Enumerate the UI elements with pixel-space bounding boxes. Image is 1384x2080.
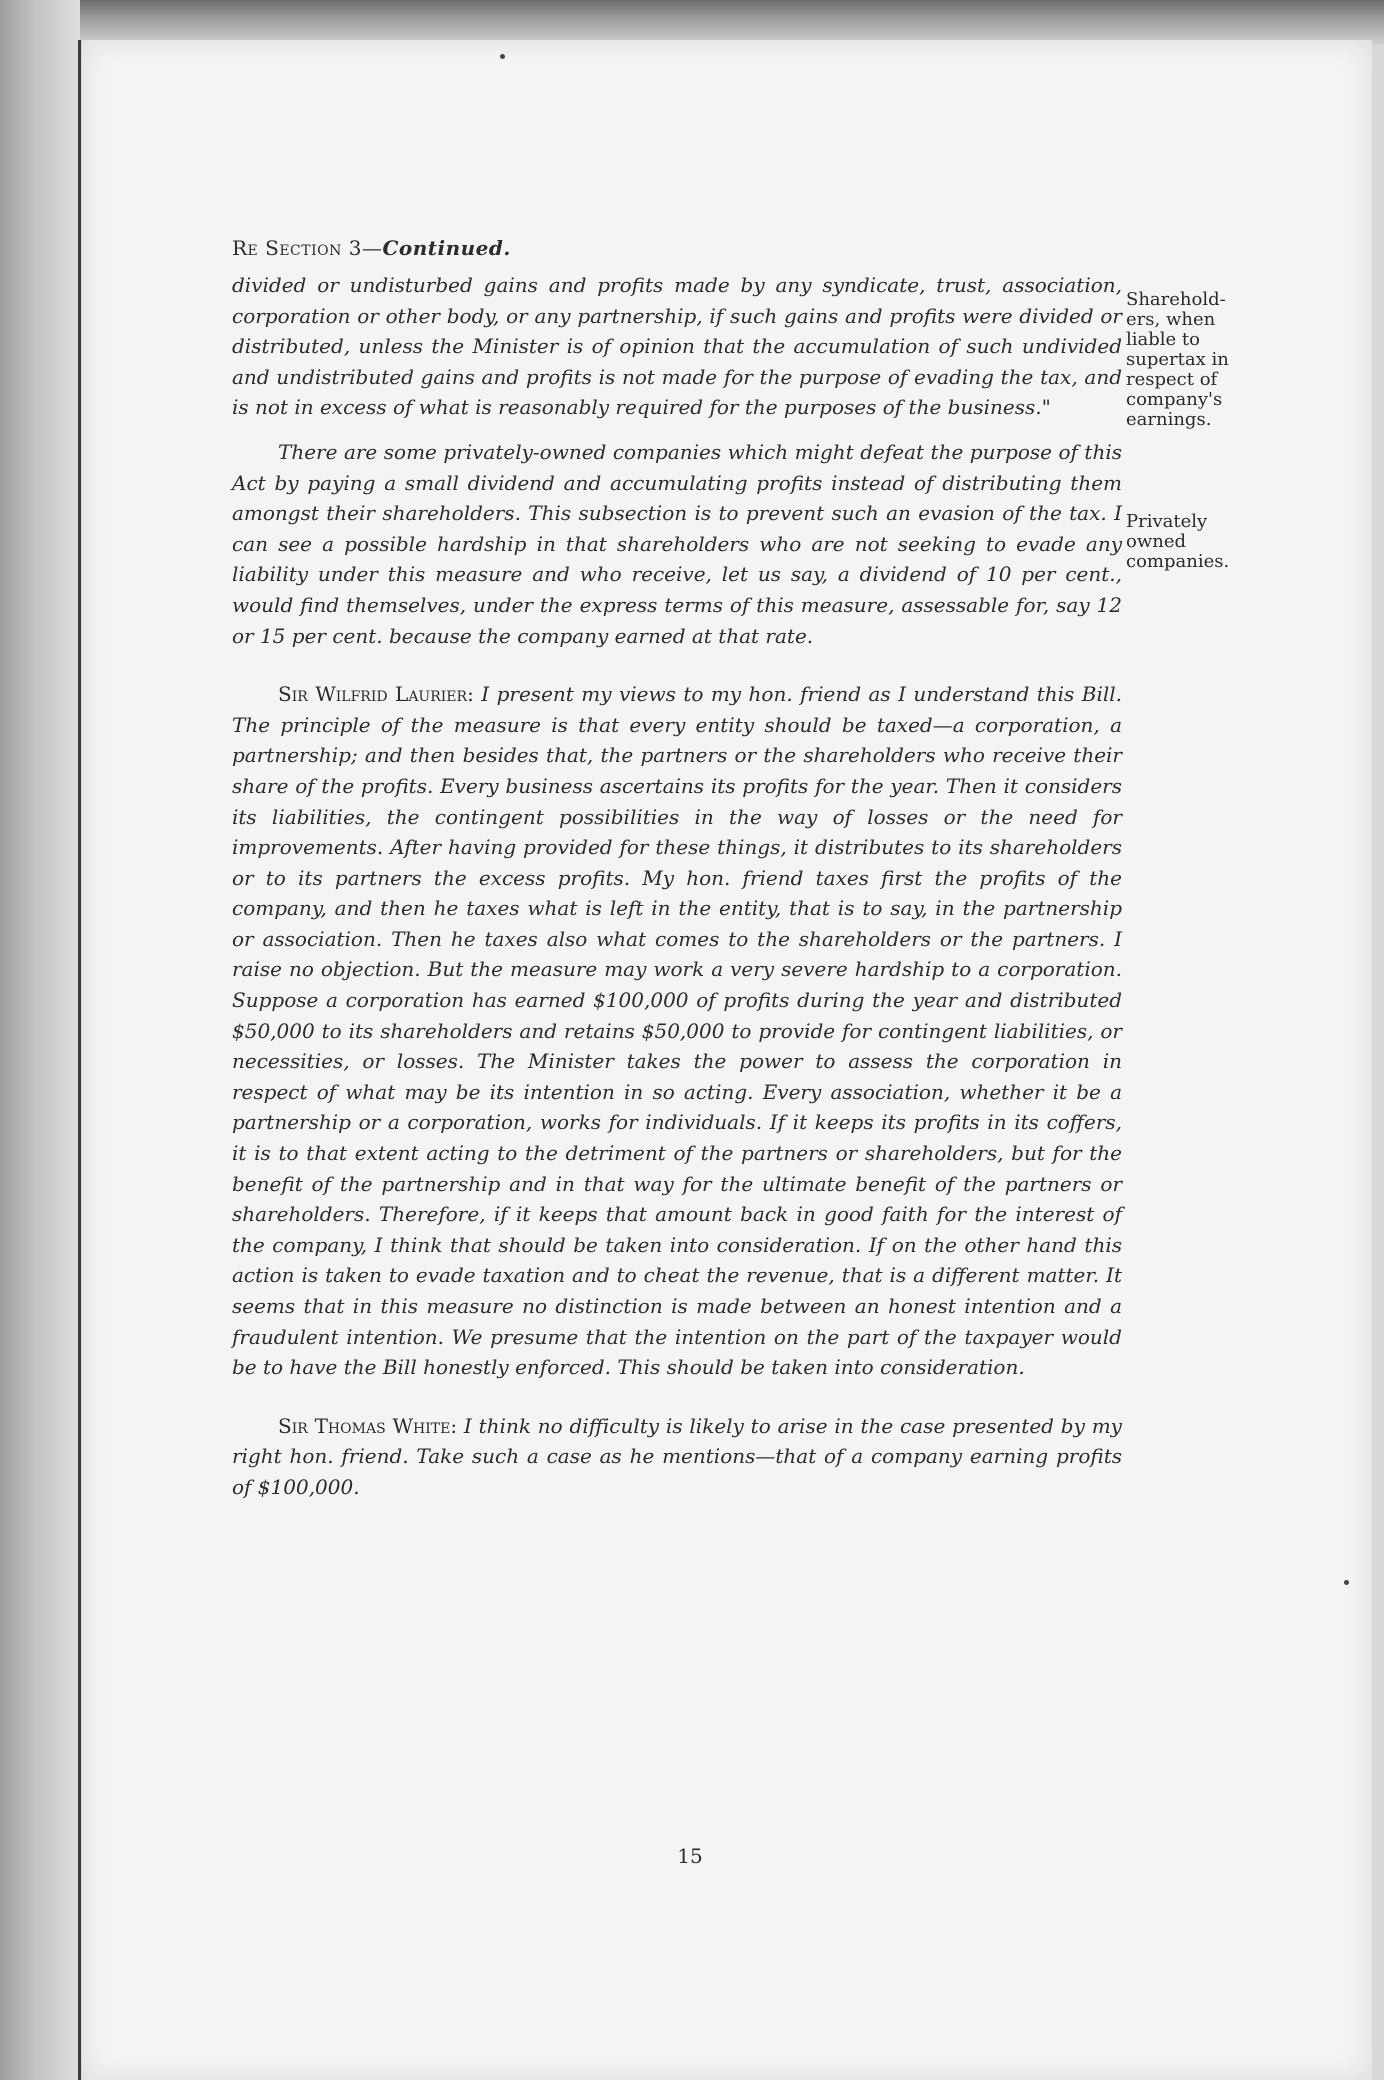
speaker-laurier: Sir Wilfrid Laurier:: [278, 682, 474, 707]
paragraph-white: [232, 1411, 1122, 1503]
speck-mark: [500, 54, 505, 59]
margin-note-shareholders: [1126, 290, 1276, 430]
speck-mark: [1344, 1580, 1349, 1585]
paragraph-laurier: [232, 679, 1122, 1383]
margin-note-privately-owned: [1126, 512, 1276, 572]
margin-note-line: Privately: [1126, 511, 1208, 532]
margin-note-line: owned: [1126, 531, 1187, 552]
running-head-section: Section 3: [265, 236, 362, 260]
page-number: 15: [677, 1844, 703, 1868]
paragraph-quote-continued: divided or undisturbed gains and profits made by any syndicate, trust, association, corporation or other body, or any partnership, if such gains and profits were divided or distributed, unless the Minister is of opinion that the accumulation of such undivided and undistributed gains and profits is not made for the purpose of evading the tax, and is not in excess of what is reasonably required for the purposes of the business.": [232, 273, 1122, 420]
margin-note-line: respect of: [1126, 369, 1218, 390]
margin-note-line: supertax in: [1126, 349, 1229, 370]
paragraph-privately-owned: There are some privately-owned companies which might defeat the purpose of this Act by paying a small dividend and accumulating profits instead of distributing them amongst their shareholders. This subsection is to prevent such an evasion of the tax. I can see a possible hardship in that shareholders who are not seeking to evade any liability under this measure and who receive, let us say, a dividend of 10 per cent., would find themselves, under the express terms of this measure, assessable for, say 12 or 15 per cent. because the company earned at that rate.: [232, 439, 1122, 648]
white-remarks: I think no difficulty is likely to arise in the case presented by my right hon. friend. Take such a case as he mentions—that of a company earning profits of $100,000.: [232, 1413, 1122, 1499]
margin-note-line: companies.: [1126, 551, 1230, 572]
margin-note-line: Sharehold-: [1126, 289, 1226, 310]
page-body: [232, 234, 1122, 1503]
running-head-separator: —: [361, 236, 383, 260]
running-head-prefix: Re: [232, 236, 259, 260]
running-head-continued: Continued.: [382, 236, 511, 260]
scan-border-left: [0, 0, 80, 2080]
laurier-remarks: I present my views to my hon. friend as I understand this Bill. The principle of the measure is that every entity should be taxed—a corporation, a partnership; and then besides that, the partners or the shareholders who receive their share of the profits. Every business ascertains its profits for the year. Then it considers its liabilities, the contingent possibilities in the way of losses or the need for improvements. After having provided for these things, it distributes to its shareholders or to its partners the excess profits. My hon. friend taxes first the profits of the company, and then he taxes what is left in the entity, that is to say, in the partnership or association. Then he taxes also what comes to the shareholders or the partners. I raise no objection. But the measure may work a very severe hardship to a corporation. Suppose a corporation has earned $100,000 of profits during the year and distributed $50,000 to its shareholders and retains $50,000 to provide for contingent liabilities, or necessities, or losses. The Minister takes the power to assess the corporation in respect of what may be its intention in so acting. Every association, whether it be a partnership or a corporation, works for individuals. If it keeps its profits in its coffers, it is to that extent acting to the detriment of the partners or shareholders, but for the benefit of the partnership and in that way for the ultimate benefit of the partners or shareholders. Therefore, if it keeps that amount back in good faith for the interest of the company, I think that should be taken into consideration. If on the other hand this action is taken to evade taxation and to cheat the revenue, that is a different matter. It seems that in this measure no distinction is made between an honest intention and a fraudulent intention. We presume that the intention on the part of the taxpayer would be to have the Bill honestly enforced. This should be taken into consideration.: [232, 682, 1122, 1380]
margin-note-line: liable to: [1126, 329, 1200, 350]
margin-note-line: company's: [1126, 389, 1223, 410]
book-spine-edge: [78, 40, 81, 2080]
scan-border-top: [0, 0, 1384, 44]
margin-note-line: ers, when: [1126, 309, 1216, 330]
running-head: [232, 234, 1122, 262]
margin-note-line: earnings.: [1126, 409, 1212, 430]
speaker-white: Sir Thomas White:: [278, 1413, 458, 1438]
